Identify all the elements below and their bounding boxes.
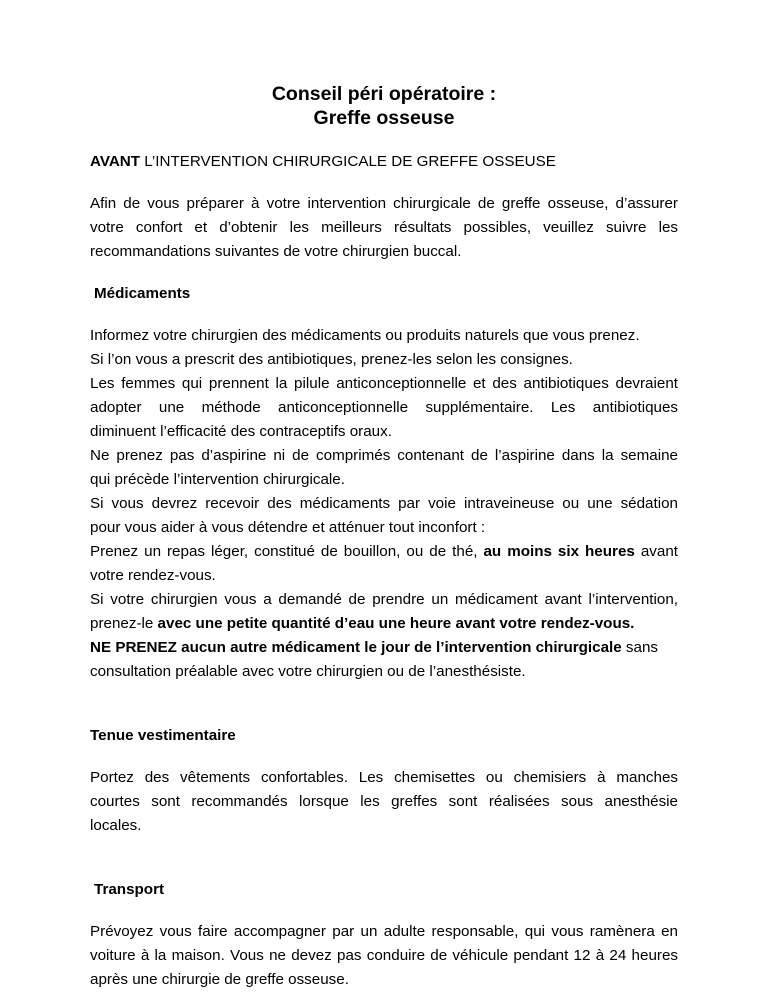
intro-line: Afin de vous préparer à votre intervention chirurgicale de greffe osseuse, d’assurer [90,195,678,212]
medicaments-line [90,636,678,660]
title-line-2: Greffe osseuse [313,107,455,129]
medicaments-line: qui précède l’intervention chirurgicale. [90,471,345,488]
intro-line: votre confort et d’obtenir les meilleurs résultats possibles, veuillez suivre les [90,219,678,236]
section-heading-medicaments: Médicaments [94,285,191,302]
tenue-paragraph [90,766,678,838]
intro-heading [90,150,678,174]
document-title [90,82,678,130]
transport-paragraph [90,920,678,992]
transport-line: voiture à la maison. Vous ne devez pas conduire de véhicule pendant 12 à 24 heures [90,947,678,964]
medicaments-text: sans [621,639,659,656]
medicaments-line [90,540,678,564]
medicaments-text: avant [634,543,678,560]
medicaments-text: prenez-le [90,615,158,632]
medicaments-section [90,324,678,684]
medicaments-line: adopter une méthode anticonceptionnelle supplémentaire. Les antibiotiques [90,399,678,416]
medicaments-line [90,612,678,636]
tenue-line: Portez des vêtements confortables. Les chemisettes ou chemisiers à manches [90,769,678,786]
intro-heading-bold: AVANT [90,153,141,170]
transport-line: Prévoyez vous faire accompagner par un adulte responsable, qui vous ramènera en [90,923,678,940]
medicaments-emphasis: NE PRENEZ aucun autre médicament le jour de l’intervention chirurgicale [90,639,622,656]
section-heading-transport: Transport [94,881,165,898]
medicaments-line: pour vous aider à vous détendre et atténuer tout inconfort : [90,519,486,536]
medicaments-line: Informez votre chirurgien des médicaments ou produits naturels que vous prenez. [90,327,640,344]
intro-line: recommandations suivantes de votre chirurgien buccal. [90,243,462,260]
medicaments-line: Ne prenez pas d’aspirine ni de comprimés contenant de l’aspirine dans la semaine [90,447,678,464]
medicaments-line: votre rendez-vous. [90,567,216,584]
medicaments-line: Les femmes qui prennent la pilule anticonceptionnelle et des antibiotiques devraient [90,375,678,392]
tenue-line: courtes sont recommandés lorsque les greffes sont réalisées sous anesthésie [90,793,678,810]
transport-line: après une chirurgie de greffe osseuse. [90,971,349,988]
medicaments-line: Si vous devrez recevoir des médicaments par voie intraveineuse ou une sédation [90,495,678,512]
intro-paragraph [90,192,678,264]
medicaments-line: Si votre chirurgien vous a demandé de prendre un médicament avant l’intervention, [90,591,678,608]
medicaments-emphasis: au moins six heures [483,543,635,560]
title-line-1: Conseil péri opératoire : [271,83,497,105]
intro-heading-rest: L’INTERVENTION CHIRURGICALE DE GREFFE OSSEUSE [140,153,556,170]
medicaments-line: diminuent l’efficacité des contraceptifs oraux. [90,423,392,440]
medicaments-line: Si l’on vous a prescrit des antibiotiques, prenez-les selon les consignes. [90,351,573,368]
tenue-line: locales. [90,817,142,834]
medicaments-text: Prenez un repas léger, constitué de bouillon, ou de thé, [90,543,484,560]
medicaments-line: consultation préalable avec votre chirurgien ou de l’anesthésiste. [90,663,526,680]
section-heading-tenue: Tenue vestimentaire [90,727,236,744]
medicaments-emphasis: avec une petite quantité d’eau une heure avant votre rendez-vous. [157,615,635,632]
